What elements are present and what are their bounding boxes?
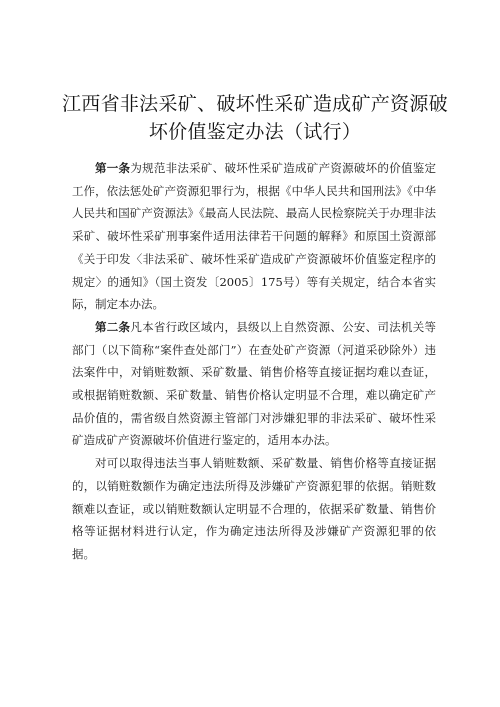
document-title-line-1: 江西省非法采矿、破坏性采矿造成矿产资源破 <box>61 93 448 115</box>
document-title-line-2: 坏价值鉴定办法（试行） <box>148 121 362 143</box>
paragraph-article-1 <box>72 157 436 316</box>
article-label: 第二条 <box>95 319 131 334</box>
document-body <box>72 157 436 566</box>
paragraph-text: 对可以取得违法当事人销赃数额、采矿数量、销售价格等直接证据的，以销赃数额作为确定违法所得及涉嫌矿产资源犯罪的依据。销赃数额难以查证，或以销赃数额认定明显不合理的，依据采矿数量、销售价格等证据材料进行认定，作为确定违法所得及涉嫌矿产资源犯罪的依据。 <box>72 456 436 561</box>
paragraph-article-2-continued <box>72 452 436 566</box>
paragraph-text: 为规范非法采矿、破坏性采矿造成矿产资源破坏的价值鉴定工作，依法惩处矿产资源犯罪行为，根据《中华人民共和国刑法》《中华人民共和国矿产资源法》《最高人民法院、最高人民检察院关于办理非法采矿、破坏性采矿刑事案件适用法律若干问题的解释》和原国土资源部《关于印发〈非法采矿、破坏性采矿造成矿产资源破坏价值鉴定程序的规定〉的通知》（国土资发〔2005〕175号）等有关规定，结合本省实际，制定本办法。 <box>72 161 437 312</box>
article-label: 第一条 <box>95 161 131 175</box>
paragraph-article-2 <box>72 316 436 452</box>
paragraph-text: 凡本省行政区域内，县级以上自然资源、公安、司法机关等部门（以下简称“案件查处部门”）在查处矿产资源（河道采砂除外）违法案件中，对销赃数额、采矿数量、销售价格等直接证据均难以查证，或根据销赃数额、采矿数量、销售价格认定明显不合理，难以确定矿产品价值的，需省级自然资源主管部门对涉嫌犯罪的非法采矿、破坏性采矿造成矿产资源破坏价值进行鉴定的，适用本办法。 <box>72 319 437 448</box>
